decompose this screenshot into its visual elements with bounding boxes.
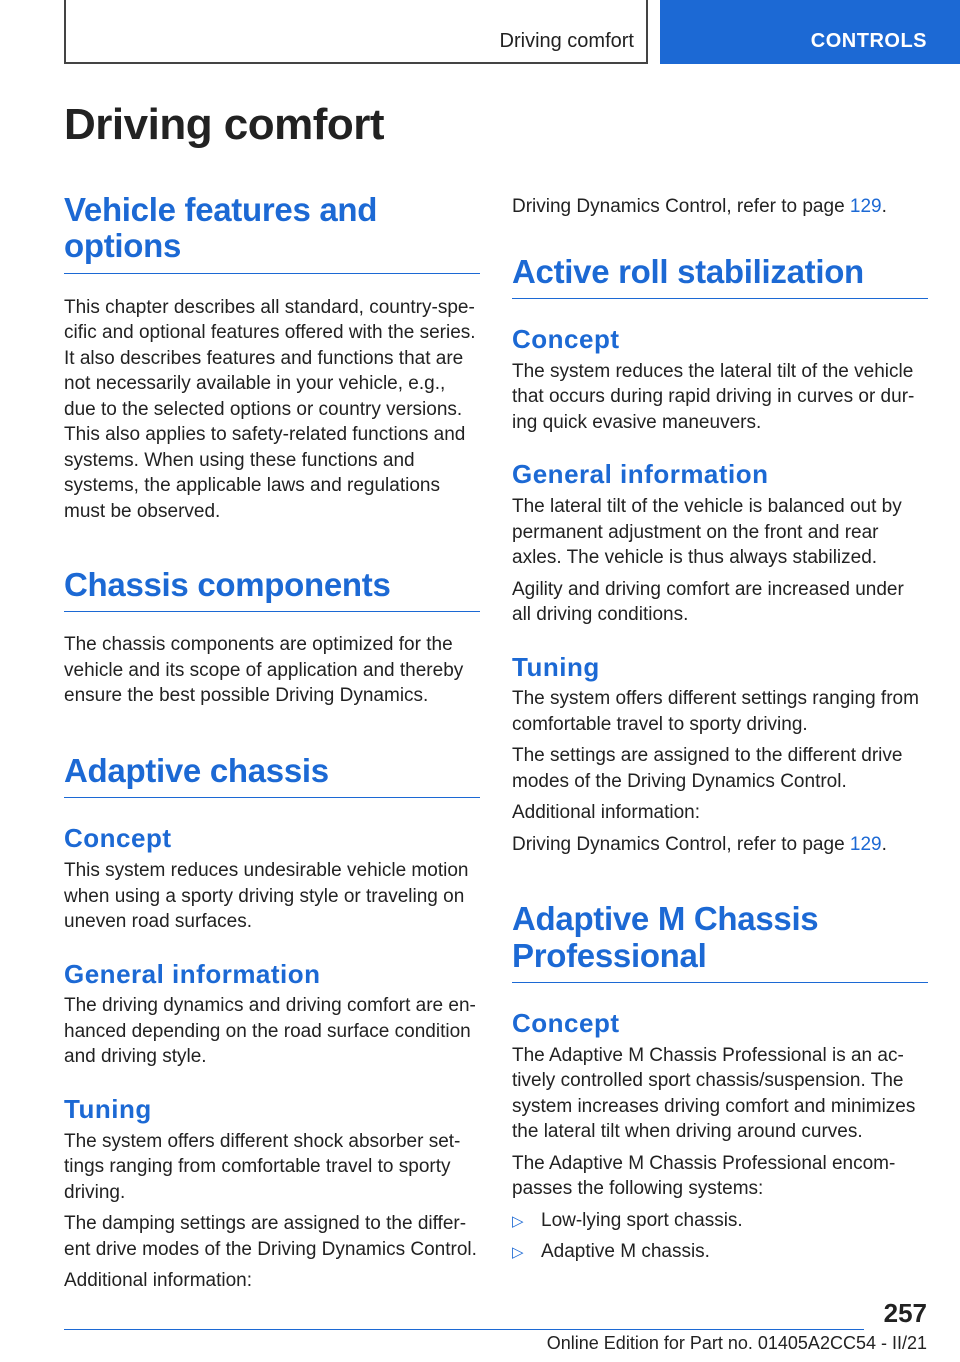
heading-vehicle-features: Vehicle features and options (64, 192, 480, 274)
ars-reference-text: Driving Dynamics Control, refer to page (512, 833, 850, 855)
heading-active-roll-stabilization: Active roll stabilization (512, 254, 928, 299)
triangle-bullet-icon: ▷ (512, 1212, 524, 1230)
ars-reference (512, 832, 928, 858)
page-title: Driving comfort (64, 100, 385, 149)
heading-ac-general: General information (64, 958, 321, 989)
right-column (512, 192, 928, 1265)
ac-concept-text: This system reduces undesirable vehicle motion when using a sporty driving style or traveling on uneven road surfaces. (64, 860, 469, 933)
heading-ac-concept: Concept (64, 823, 172, 854)
amcp-concept-text: The Adaptive M Chassis Professional is an actively controlled sport chassis/suspension. The system increases driving comfort and minimizes the lateral tilt when driving around curves. (512, 1044, 916, 1143)
heading-ars-concept: Concept (512, 323, 620, 354)
ac-additional-info: Additional information: (64, 1270, 252, 1292)
list-item (512, 1239, 928, 1265)
heading-adaptive-chassis: Adaptive chassis (64, 753, 480, 798)
list-item-text: Adaptive M chassis. (541, 1241, 710, 1263)
ac-general-text: The driving dynamics and driving comfort are enhanced depending on the road surface condition and driving style. (64, 995, 476, 1068)
footer-edition: Online Edition for Part no. 01405A2CC54 - II/21 (546, 1333, 927, 1353)
heading-chassis-components: Chassis components (64, 567, 480, 612)
ac-tuning-text-1: The system offers different shock absorber settings ranging from comfortable travel to sporty driving. (64, 1130, 461, 1203)
heading-adaptive-m-chassis-professional: Adaptive M Chassis Professional (512, 901, 928, 983)
header-chapter-title: Driving comfort (499, 30, 634, 52)
header-section-label: CONTROLS (810, 30, 927, 52)
left-column (64, 192, 480, 1294)
ars-page-link[interactable]: 129 (849, 833, 882, 855)
header-section-tab (660, 0, 960, 64)
ars-reference-end: . (881, 833, 887, 855)
ars-concept-text: The system reduces the lateral tilt of the vehicle that occurs during rapid driving in curves or during quick evasive maneuvers. (512, 360, 915, 433)
triangle-bullet-icon: ▷ (512, 1244, 524, 1262)
ddc-reference-text: Driving Dynamics Control, refer to page (512, 196, 850, 217)
ddc-page-link[interactable]: 129 (849, 196, 882, 217)
ars-tuning-text-2: The settings are assigned to the different drive modes of the Driving Dynamics Control. (512, 745, 903, 792)
footer-divider (64, 1329, 864, 1330)
list-item-text: Low-lying sport chassis. (541, 1209, 743, 1231)
vehicle-features-text: This chapter describes all standard, country-specific and optional features offered with the series. It also describes features and functions that are not necessarily available in your vehicle, e.g., due to the selected options or country versions. This also applies to safety-related functions and systems. When using these functions and systems, the applicable laws and regulations must be observed. (64, 296, 476, 522)
ars-general-text-2: Agility and driving comfort are increased under all driving conditions. (512, 578, 904, 626)
header-chapter-box (64, 0, 648, 64)
ac-tuning-text-2: The damping settings are assigned to the different drive modes of the Driving Dynamics Control. (64, 1213, 477, 1260)
list-item (512, 1208, 928, 1234)
ddc-reference (512, 194, 928, 220)
heading-ars-general: General information (512, 459, 769, 490)
ars-additional-info: Additional information: (512, 802, 700, 824)
amcp-encompasses-text: The Adaptive M Chassis Professional encompasses the following systems: (512, 1152, 896, 1200)
ddc-reference-end: . (881, 196, 887, 217)
page-number: 257 (883, 1298, 927, 1328)
heading-amcp-concept: Concept (512, 1008, 620, 1039)
ars-general-text-1: The lateral tilt of the vehicle is balanced out by permanent adjustment on the front and rear axles. The vehicle is thus always stabilized. (512, 496, 902, 569)
amcp-systems-list (512, 1208, 928, 1265)
heading-ac-tuning: Tuning (64, 1093, 152, 1124)
chassis-components-text: The chassis components are optimized for the vehicle and its scope of application and thereby ensure the best possible Driving Dynamics. (64, 634, 464, 707)
heading-ars-tuning: Tuning (512, 651, 600, 682)
ars-tuning-text-1: The system offers different settings ranging from comfortable travel to sporty driving. (512, 688, 919, 735)
